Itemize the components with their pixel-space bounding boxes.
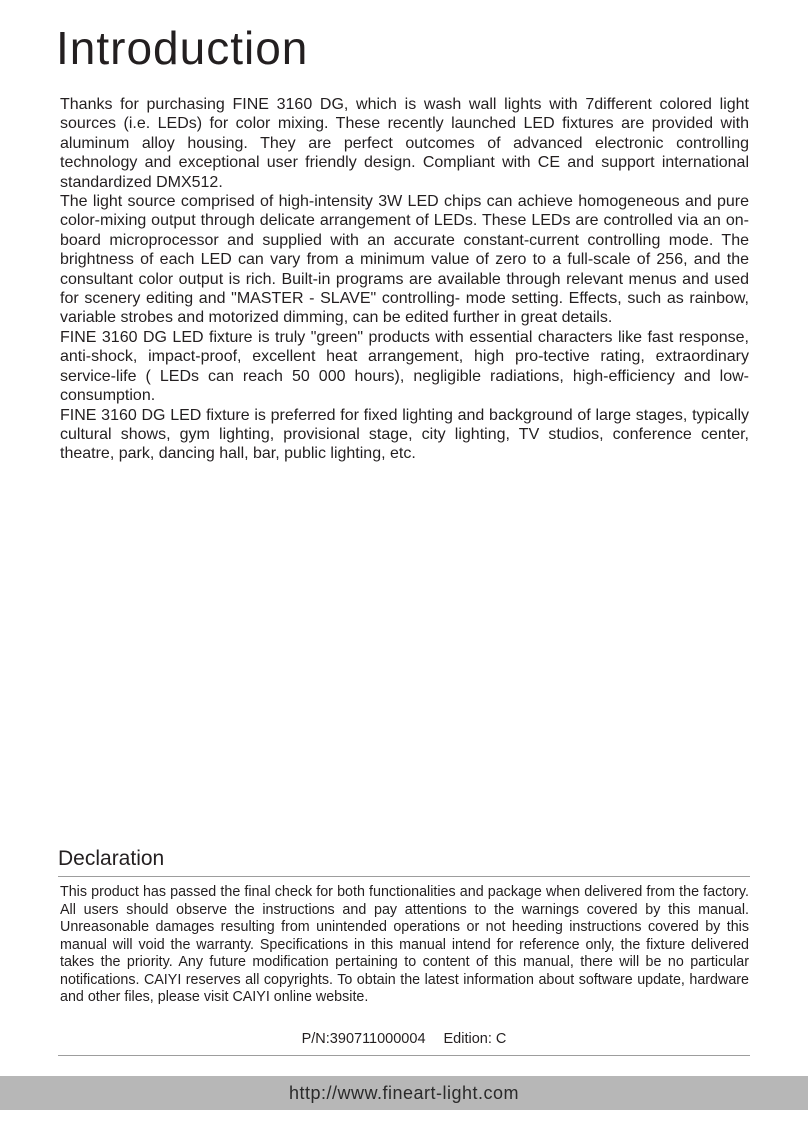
intro-paragraph: Thanks for purchasing FINE 3160 DG, which is wash wall lights with 7different colored light sources (i.e. LEDs) for color mixing. These recently launched LED fixtures are provided with aluminum alloy housing. They are perfect outcomes of advanced electronic controlling technology and exceptional user friendly design. Compliant with CE and support international standardized DMX512.	[60, 96, 749, 191]
part-number-line	[0, 1030, 808, 1048]
intro-paragraph: FINE 3160 DG LED fixture is preferred for fixed lighting and background of large stages, typically cultural shows, gym lighting, provisional stage, city lighting, TV studios, conference center, theatre, park, dancing hall, bar, public lighting, etc.	[60, 406, 749, 463]
declaration-title: Declaration	[58, 847, 165, 870]
intro-paragraph: FINE 3160 DG LED fixture is truly "green" products with essential characters like fast response, anti-shock, impact-proof, excellent heat arrangement, high pro-tective rating, extraordinary service-life ( LEDs can reach 50 000 hours), negligible radiations, high-efficiency and low-consumption.	[60, 328, 749, 405]
divider	[58, 1055, 750, 1056]
divider	[58, 876, 750, 877]
part-number: P/N:390711000004	[301, 1031, 426, 1047]
edition: Edition: C	[443, 1031, 507, 1047]
footer-url[interactable]: http://www.fineart-light.com	[288, 1083, 520, 1103]
declaration-text: This product has passed the final check for both functionalities and package when delivered from the factory. All users should observe the instructions and pay attentions to the warnings covered by this manual. Unreasonable damages resulting from unintended operations or not heeding instructions covered by this manual will void the warranty. Specifications in this manual intend for reference only, the fixture delivered takes the priority. Any future modification pertaining to content of this manual, there will be no particular notifications. CAIYI reserves all copyrights. To obtain the latest information about software update, hardware and other files, please visit CAIYI online website.	[60, 884, 749, 1005]
page-title: Introduction	[56, 22, 309, 74]
intro-paragraph: The light source comprised of high-intensity 3W LED chips can achieve homogeneous and pure color-mixing output through delicate arrangement of LEDs. These LEDs are controlled via an on-board microprocessor and supplied with an accurate constant-current controlling mode. The brightness of each LED can vary from a minimum value of zero to a full-scale of 256, and the consultant color output is rich. Built-in programs are available through relevant menus and used for scenery editing and "MASTER - SLAVE" controlling- mode setting. Effects, such as rainbow, variable strobes and motorized dimming, can be edited further in great details.	[60, 193, 749, 327]
footer-bar	[0, 1076, 808, 1110]
introduction-body	[60, 95, 749, 464]
